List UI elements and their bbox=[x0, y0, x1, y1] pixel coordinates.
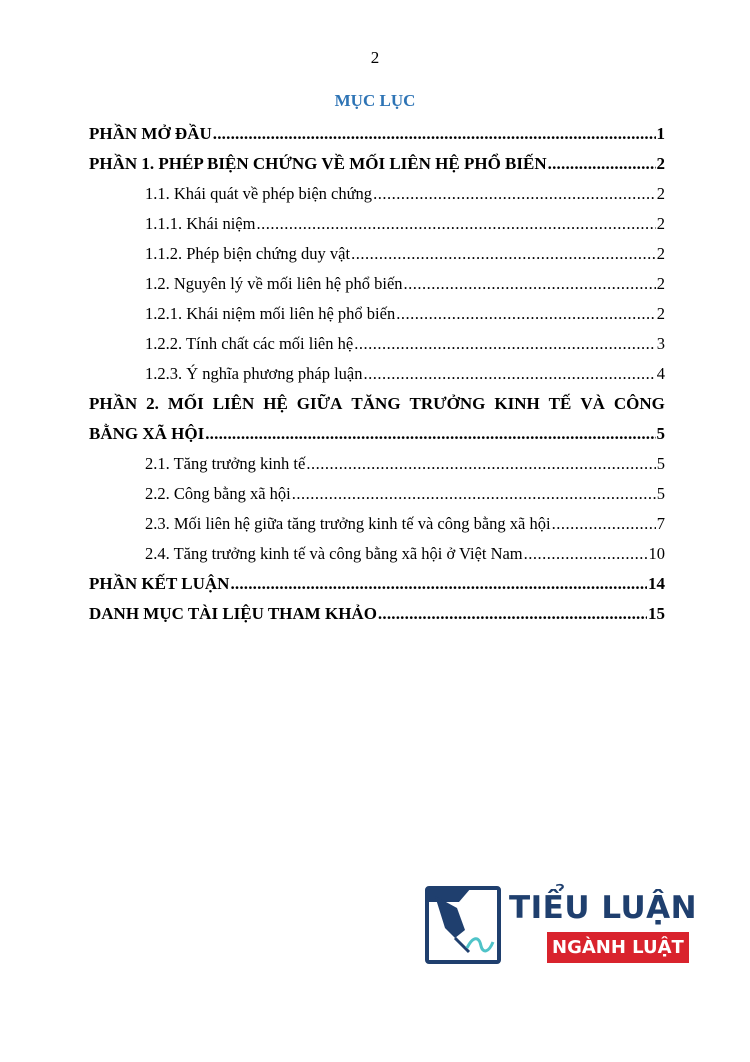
toc-entry-label: DANH MỤC TÀI LIỆU THAM KHẢO bbox=[89, 604, 377, 623]
toc-entry-word: HỆ bbox=[263, 394, 288, 413]
dot-leader bbox=[354, 329, 656, 359]
pen-nib-logo-icon bbox=[425, 886, 501, 964]
toc-entry-page: 5 bbox=[656, 424, 665, 443]
toc-entry-references[interactable] bbox=[89, 599, 665, 629]
dot-leader bbox=[230, 569, 647, 599]
toc-entry-word: GIỮA bbox=[296, 394, 343, 413]
logo-line1: TIỂU LUẬN bbox=[509, 890, 698, 926]
toc-entry-label: PHẦN MỞ ĐẦU bbox=[89, 124, 212, 143]
toc-subentry-label: 1.2.2. Tính chất các mối liên hệ bbox=[145, 334, 354, 353]
dot-leader bbox=[306, 449, 655, 479]
toc-entry-page: 14 bbox=[648, 574, 665, 593]
toc-subentry-label: 1.1.2. Phép biện chứng duy vật bbox=[145, 244, 351, 263]
dot-leader bbox=[378, 599, 647, 629]
toc-subentry[interactable] bbox=[89, 479, 665, 509]
toc-entry-label: BẰNG XÃ HỘI bbox=[89, 424, 205, 443]
table-of-contents bbox=[89, 119, 665, 629]
dot-leader bbox=[524, 539, 648, 569]
toc-subentry[interactable] bbox=[89, 269, 665, 299]
page-number: 2 bbox=[370, 48, 380, 67]
dot-leader bbox=[373, 179, 656, 209]
toc-subentry-label: 1.2. Nguyên lý về mối liên hệ phổ biến bbox=[145, 274, 403, 293]
toc-subentry[interactable] bbox=[89, 539, 665, 569]
toc-part2-subentries bbox=[89, 449, 665, 569]
toc-subentry-label: 2.2. Công bằng xã hội bbox=[145, 484, 291, 503]
toc-entry-word: TẾ bbox=[548, 394, 572, 413]
toc-subentry-label: 2.1. Tăng trưởng kinh tế bbox=[145, 454, 306, 473]
toc-subentry-label: 2.3. Mối liên hệ giữa tăng trưởng kinh tế và công bằng xã hội bbox=[145, 514, 551, 533]
toc-subentry[interactable] bbox=[89, 299, 665, 329]
toc-entry-word: LIÊN bbox=[212, 394, 255, 413]
dot-leader bbox=[363, 359, 655, 389]
toc-entry-word: TĂNG bbox=[351, 394, 401, 413]
toc-subentry-label: 1.2.1. Khái niệm mối liên hệ phổ biến bbox=[145, 304, 396, 323]
toc-subentry-page: 2 bbox=[656, 274, 665, 293]
toc-subentry[interactable] bbox=[89, 179, 665, 209]
toc-subentry-page: 5 bbox=[656, 484, 665, 503]
toc-entry-conclusion[interactable] bbox=[89, 569, 665, 599]
logo-line2: NGÀNH LUẬT bbox=[547, 932, 689, 963]
toc-subentry[interactable] bbox=[89, 359, 665, 389]
dot-leader bbox=[548, 149, 656, 179]
toc-subentry-label: 1.1. Khái quát về phép biện chứng bbox=[145, 184, 373, 203]
toc-subentry[interactable] bbox=[89, 239, 665, 269]
toc-subentry-page: 2 bbox=[656, 304, 665, 323]
toc-entry-word: CÔNG bbox=[613, 394, 665, 413]
toc-entry-part2-line1[interactable] bbox=[89, 389, 665, 419]
toc-entry-word: PHẦN bbox=[89, 394, 138, 413]
toc-title: MỤC LỤC bbox=[334, 91, 416, 110]
toc-subentry[interactable] bbox=[89, 449, 665, 479]
dot-leader bbox=[292, 479, 656, 509]
dot-leader bbox=[396, 299, 656, 329]
toc-entry-word: VÀ bbox=[580, 394, 605, 413]
toc-subentry[interactable] bbox=[89, 509, 665, 539]
toc-entry-word: TRƯỞNG bbox=[409, 394, 486, 413]
toc-entry-label: PHẦN KẾT LUẬN bbox=[89, 574, 230, 593]
toc-subentry-label: 2.4. Tăng trưởng kinh tế và công bằng xã hội ở Việt Nam bbox=[145, 544, 523, 563]
toc-entry-word: KINH bbox=[494, 394, 540, 413]
toc-subentry-label: 1.1.1. Khái niệm bbox=[145, 214, 256, 233]
toc-subentry-page: 2 bbox=[656, 184, 665, 203]
dot-leader bbox=[404, 269, 656, 299]
toc-subentry-page: 5 bbox=[656, 454, 665, 473]
toc-entry-part2[interactable] bbox=[89, 419, 665, 449]
toc-entry-label: PHẦN 1. PHÉP BIỆN CHỨNG VỀ MỐI LIÊN HỆ PHỔ BIẾN bbox=[89, 154, 547, 173]
toc-part1-subentries bbox=[89, 179, 665, 389]
toc-entry-intro[interactable] bbox=[89, 119, 665, 149]
logo bbox=[425, 886, 698, 966]
toc-subentry-label: 1.2.3. Ý nghĩa phương pháp luận bbox=[145, 364, 363, 383]
toc-entry-word: 2. bbox=[146, 394, 159, 413]
dot-leader bbox=[213, 119, 656, 149]
toc-subentry-page: 10 bbox=[648, 544, 665, 563]
dot-leader bbox=[552, 509, 656, 539]
toc-entry-part1[interactable] bbox=[89, 149, 665, 179]
toc-entry-page: 15 bbox=[648, 604, 665, 623]
toc-entry-page: 1 bbox=[656, 124, 665, 143]
toc-entry-page: 2 bbox=[656, 154, 665, 173]
toc-subentry-page: 2 bbox=[656, 214, 665, 233]
toc-subentry-page: 7 bbox=[656, 514, 665, 533]
toc-subentry-page: 2 bbox=[656, 244, 665, 263]
toc-entry-word: MỐI bbox=[167, 394, 204, 413]
toc-subentry-page: 4 bbox=[656, 364, 665, 383]
dot-leader bbox=[256, 209, 655, 239]
toc-subentry-page: 3 bbox=[656, 334, 665, 353]
toc-subentry[interactable] bbox=[89, 329, 665, 359]
dot-leader bbox=[205, 419, 655, 449]
dot-leader bbox=[351, 239, 656, 269]
toc-subentry[interactable] bbox=[89, 209, 665, 239]
